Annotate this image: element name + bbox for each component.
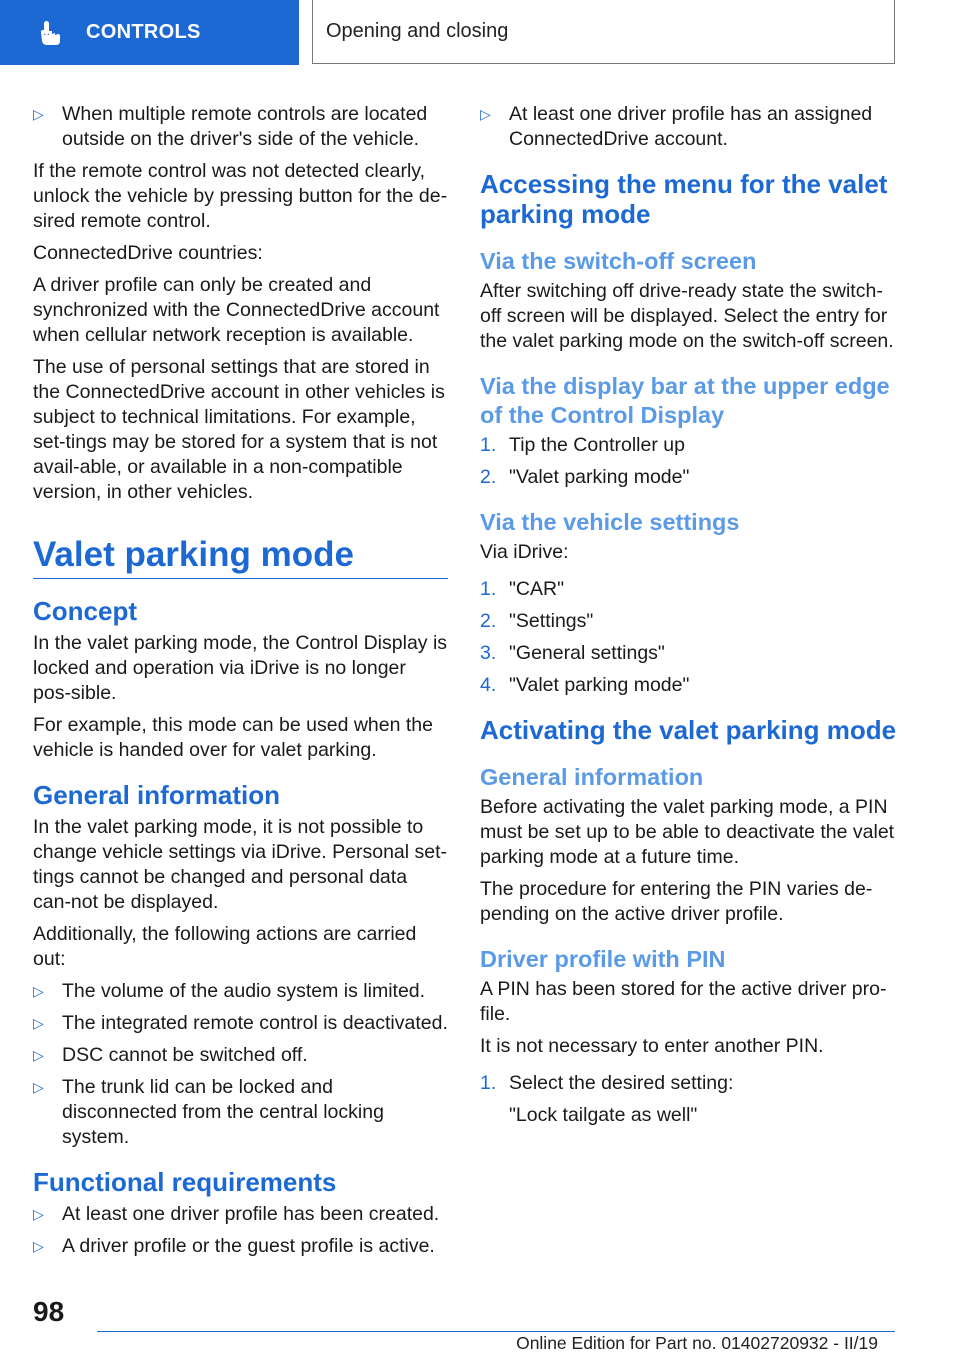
triangle-right-icon: ▷ xyxy=(33,1079,44,1095)
footer-divider xyxy=(97,1331,895,1332)
paragraph: Additionally, the following actions are carried out: xyxy=(33,923,417,970)
subsection-heading: Functional requirements xyxy=(33,1167,337,1197)
paragraph: In the valet parking mode, it is not possible to change vehicle settings via iDrive. Personal set-tings cannot be changed and personal data can-not be displayed. xyxy=(33,816,448,913)
triangle-right-icon: ▷ xyxy=(480,106,491,122)
triangle-right-icon: ▷ xyxy=(33,1015,44,1031)
paragraph: After switching off drive-ready state the switch-off screen will be displayed. Select the entry for the valet parking mode on the switch-off screen. xyxy=(480,280,894,352)
paragraph: The use of personal settings that are stored in the ConnectedDrive account in other vehicles is subject to technical limitations. For example, set-tings may be stored for a system that is not avail-able, or available in a non-compatible version, in other vehicles. xyxy=(33,356,445,503)
right-column xyxy=(480,102,898,1135)
list-item: ▷ The integrated remote control is deactivated. xyxy=(33,1012,448,1034)
paragraph: For example, this mode can be used when the vehicle is handed over for valet parking. xyxy=(33,714,433,761)
list-item: 3. "General settings" xyxy=(480,642,665,664)
paragraph: A PIN has been stored for the active driver pro-file. xyxy=(480,978,887,1025)
paragraph: A driver profile can only be created and synchronized with the ConnectedDrive account when cellular network reception is available. xyxy=(33,274,440,346)
paragraph: ConnectedDrive countries: xyxy=(33,242,263,264)
paragraph: If the remote control was not detected clearly, unlock the vehicle by pressing button for the de-sired remote control. xyxy=(33,160,448,232)
minor-heading: Via the display bar at the upper edge of the Control Display xyxy=(480,373,890,428)
triangle-right-icon: ▷ xyxy=(33,1047,44,1063)
paragraph: Via iDrive: xyxy=(480,541,569,563)
list-item: ▷ When multiple remote controls are located outside on the driver's side of the vehicle. xyxy=(33,103,428,150)
chapter-title: Opening and closing xyxy=(312,0,895,64)
edition-note: Online Edition for Part no. 01402720932 - II/19 xyxy=(516,1333,878,1353)
triangle-right-icon: ▷ xyxy=(33,1238,44,1254)
subsection-heading: General information xyxy=(33,780,281,810)
list-item: ▷ A driver profile or the guest profile is active. xyxy=(33,1235,435,1257)
triangle-right-icon: ▷ xyxy=(33,1206,44,1222)
minor-heading: General information xyxy=(480,764,704,790)
section-label: CONTROLS xyxy=(86,21,201,43)
left-column xyxy=(33,102,448,1266)
subsection-heading: Concept xyxy=(33,596,137,626)
list-item-sub: "Lock tailgate as well" xyxy=(509,1104,698,1126)
list-item: ▷ At least one driver profile has been created. xyxy=(33,1203,440,1225)
list-item: ▷ The volume of the audio system is limited. xyxy=(33,980,426,1002)
subsection-heading: Activating the valet parking mode xyxy=(480,715,897,745)
section-tab xyxy=(0,0,299,65)
list-item: 1. Tip the Controller up xyxy=(480,434,685,456)
section-heading: Valet parking mode xyxy=(33,534,448,579)
list-item: 2. "Valet parking mode" xyxy=(480,466,690,488)
list-item: 4. "Valet parking mode" xyxy=(480,674,690,696)
list-item: ▷ The trunk lid can be locked and disconnected from the central locking system. xyxy=(33,1076,384,1148)
list-item: 1. Select the desired setting: xyxy=(480,1072,734,1094)
list-item: ▷ DSC cannot be switched off. xyxy=(33,1044,308,1066)
list-item: 1. "CAR" xyxy=(480,578,565,600)
paragraph: The procedure for entering the PIN varies de-pending on the active driver profile. xyxy=(480,878,873,925)
list-item: ▷ At least one driver profile has an assigned ConnectedDrive account. xyxy=(480,103,873,150)
paragraph: Before activating the valet parking mode, a PIN must be set up to be able to deactivate the valet parking mode at a future time. xyxy=(480,796,895,868)
triangle-right-icon: ▷ xyxy=(33,106,44,122)
page-number: 98 xyxy=(33,1296,65,1327)
paragraph: In the valet parking mode, the Control Display is locked and operation via iDrive is no longer pos-sible. xyxy=(33,632,448,704)
subsection-heading: Accessing the menu for the valet parking mode xyxy=(480,169,888,229)
paragraph: It is not necessary to enter another PIN. xyxy=(480,1035,824,1057)
triangle-right-icon: ▷ xyxy=(33,983,44,999)
hand-pointer-icon xyxy=(38,19,66,47)
list-item: 2. "Settings" xyxy=(480,610,594,632)
minor-heading: Driver profile with PIN xyxy=(480,946,726,972)
minor-heading: Via the vehicle settings xyxy=(480,509,740,535)
minor-heading: Via the switch-off screen xyxy=(480,248,757,274)
